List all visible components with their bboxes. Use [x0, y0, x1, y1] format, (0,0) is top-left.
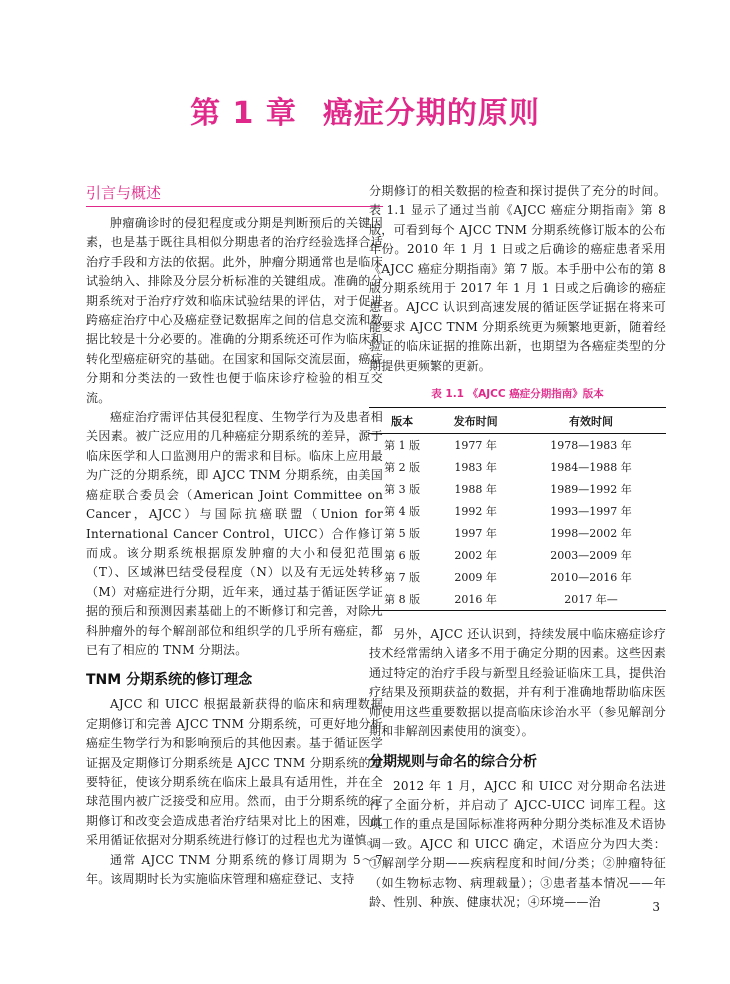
table-row: [369, 566, 666, 588]
table-row: [369, 522, 666, 544]
revision-paragraph-3: 另外，AJCC 还认识到，持续发展中临床癌症诊疗技术经常需纳入诸多不用于确定分期的因素。这些因素通过特定的治疗手段与新型且经验证临床工具，提供治疗结果及预期获益的数据，并有利于准确地帮助临床医师使用这些重要数据以提高临床诊治水平（参见解剖分期和非解剖因素使用的演变）。: [369, 627, 666, 739]
section-heading-rules: 分期规则与命名的综合分析: [369, 753, 537, 770]
table-cell-published: 2002 年: [454, 549, 497, 563]
table-row: [369, 544, 666, 566]
table-cell-edition: 第 4 版: [384, 505, 421, 519]
table-cell-valid: 1984—1988 年: [550, 461, 632, 475]
chapter-title-text: 癌症分期的原则: [322, 96, 540, 131]
table-cell-edition: 第 1 版: [384, 439, 421, 453]
table-cell-valid: 2017 年—: [564, 593, 618, 607]
page-number: 3: [652, 900, 660, 914]
intro-paragraph-2: 癌症治疗需评估其侵犯程度、生物学行为及患者相关因素。被广泛应用的几种癌症分期系统的差异，源于临床医学和人口监测用户的需求和目标。临床上应用最为广泛的分期系统，即 AJCC TNM 分期系统，由美国癌症联合委员会（American Joint Committee on Cancer，AJCC）与国际抗癌联盟（Union for International Cancer Control，UICC）合作修订而成。该分期系统根据原发肿瘤的大小和侵犯范围（T）、区域淋巴结受侵程度（N）以及有无远处转移（M）对癌症进行分期，近年来，通过基于循证医学证据的预后和预测因素基础上的不断修订和完善，对除儿科肿瘤外的每个解剖部位和组织学的几乎所有癌症，都已有了相应的 TNM 分期法。: [86, 410, 383, 657]
table-cell-edition: 第 5 版: [384, 527, 421, 541]
table-row: [369, 434, 666, 457]
table-cell-published: 1977 年: [454, 439, 497, 453]
revision-paragraph-2-start: 通常 AJCC TNM 分期系统的修订周期为 5～7 年。该周期时长为实施临床管理和癌症登记、支持: [86, 852, 383, 886]
table-header-cell: 有效时间: [516, 408, 666, 434]
table-cell-published: 1997 年: [454, 527, 497, 541]
table-cell-valid: 1989—1992 年: [550, 483, 632, 497]
revision-paragraph-1: AJCC 和 UICC 根据最新获得的临床和病理数据定期修订和完善 AJCC TNM 分期系统，可更好地分析癌症生物学行为和影响预后的其他因素。基于循证医学证据及定期修订分期系统是 AJCC TNM 分期系统的重要特征，使该分期系统在临床上最具有适用性，并在全球范围内被广泛接受和应用。然而，由于分期系统的定期修订和改变会造成患者治疗结果对比上的困难，因此采用循证依据对分期系统进行修订的过程也尤为谨慎。: [86, 697, 383, 848]
table-cell-edition: 第 3 版: [384, 483, 421, 497]
table-cell-valid: 2003—2009 年: [550, 549, 632, 563]
table-cell-valid: 1998—2002 年: [550, 527, 632, 541]
table-header-cell: 发布时间: [435, 408, 516, 434]
table-cell-published: 1983 年: [454, 461, 497, 475]
table-cell-edition: 第 6 版: [384, 549, 421, 563]
table-cell-published: 1992 年: [454, 505, 497, 519]
table-cell-edition: 第 8 版: [384, 593, 421, 607]
table-cell-edition: 第 2 版: [384, 461, 421, 475]
table-header-row: [369, 408, 666, 434]
table-row: [369, 456, 666, 478]
table-row: [369, 588, 666, 611]
table-cell-edition: 第 7 版: [384, 571, 421, 585]
table-row: [369, 500, 666, 522]
table-cell-valid: 2010—2016 年: [550, 571, 632, 585]
revision-paragraph-2-cont: 分期修订的相关数据的检查和探讨提供了充分的时间。表 1.1 显示了通过当前《AJCC 癌症分期指南》第 8 版，可看到每个 AJCC TNM 分期系统修订版本的公布年份。2010 年 1 月 1 日或之后确诊的癌症患者采用《AJCC 癌症分期指南》第 7 版。本手册中公布的第 8 版分期系统用于 2017 年 1 月 1 日或之后确诊的癌症患者。AJCC 认识到高速发展的循证医学证据在将来可能要求 AJCC TNM 分期系统更为频繁地更新，随着经验证的临床证据的推陈出新，也期望为各癌症类型的分期提供更频繁的更新。: [369, 184, 666, 373]
section-heading-revision: TNM 分期系统的修订理念: [86, 672, 253, 689]
chapter-number: 第 1 章: [190, 96, 297, 131]
intro-paragraph-1: 肿瘤确诊时的侵犯程度或分期是判断预后的关键因素，也是基于既往具相似分期患者的治疗经验选择合适治疗手段和方法的依据。此外，肿瘤分期通常也是临床试验纳入、排除及分层分析标准的关键组成。准确的分期系统对于治疗疗效和临床试验结果的评估，对于促进跨癌症治疗中心及癌症登记数据库之间的信息交流和数据比较是十分必要的。准确的分期系统还可作为临床和转化型癌症研究的基础。在国家和国际交流层面，癌症分期和分类法的一致性也便于临床诊疗检验的相互交流。: [86, 216, 383, 405]
edition-table: [369, 407, 666, 611]
table-caption: 表 1.1 《AJCC 癌症分期指南》版本: [431, 388, 604, 401]
chapter-title: [0, 88, 730, 132]
left-column: [86, 182, 383, 889]
right-column: [369, 182, 666, 912]
table-cell-published: 1988 年: [454, 483, 497, 497]
table-cell-published: 2016 年: [454, 593, 497, 607]
table-cell-valid: 1993—1997 年: [550, 505, 632, 519]
section-heading-intro: 引言与概述: [86, 182, 383, 207]
table-row: [369, 478, 666, 500]
table-header-cell: 版本: [369, 408, 435, 434]
table-cell-published: 2009 年: [454, 571, 497, 585]
rules-paragraph-1: 2012 年 1 月，AJCC 和 UICC 对分期命名法进行了全面分析，并启动了 AJCC-UICC 词库工程。这项工作的重点是国际标准将两种分期分类标准及术语协调一致。AJCC 和 UICC 确定，术语应分为四大类：①解剖学分期——疾病程度和时间/分类；②肿瘤特征（如生物标志物、病理载量）；③患者基本情况——年龄、性别、种族、健康状况；④环境——治: [369, 778, 666, 909]
table-cell-valid: 1978—1983 年: [550, 439, 632, 453]
